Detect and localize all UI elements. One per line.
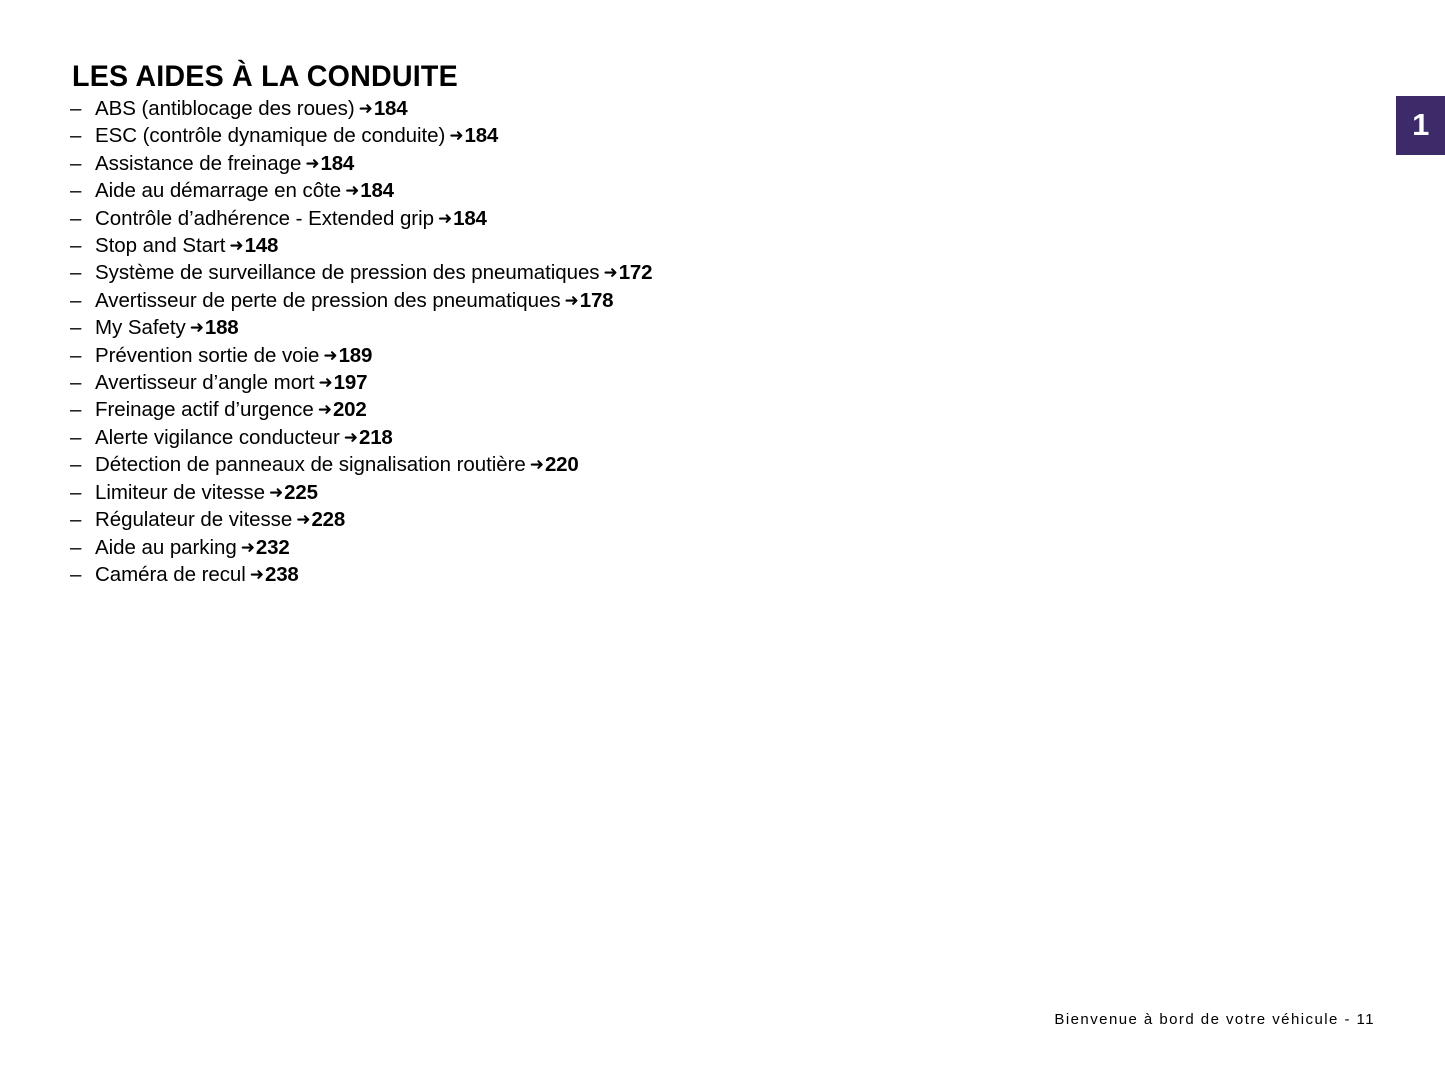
- list-item-page-reference[interactable]: 202: [332, 398, 367, 422]
- list-item-label: Avertisseur de perte de pression des pneumatiques: [95, 288, 561, 312]
- page-footer: Bienvenue à bord de votre véhicule - 11: [1054, 1011, 1375, 1028]
- list-item-bullet: –: [70, 97, 82, 120]
- driving-aids-list: [70, 96, 1320, 589]
- list-item-label: Stop and Start: [95, 234, 226, 258]
- list-item-page-reference[interactable]: 197: [333, 371, 368, 395]
- right-arrow-icon: ➜: [603, 263, 618, 284]
- list-item-label: ESC (contrôle dynamique de conduite): [95, 124, 446, 148]
- list-item[interactable]: [70, 288, 1320, 315]
- list-item-page-reference[interactable]: 238: [265, 562, 299, 586]
- list-item-page-reference[interactable]: 184: [453, 206, 487, 230]
- list-item-page-reference[interactable]: 184: [360, 179, 394, 203]
- list-item-page-reference[interactable]: 232: [255, 535, 290, 559]
- list-item-page-reference[interactable]: 172: [618, 261, 653, 285]
- right-arrow-icon: ➜: [296, 510, 311, 531]
- list-item-bullet: –: [70, 288, 82, 312]
- list-item-label: Régulateur de vitesse: [95, 508, 293, 532]
- right-arrow-icon: ➜: [317, 400, 332, 421]
- list-item[interactable]: [70, 507, 1320, 534]
- list-item-label: My Safety: [95, 316, 186, 340]
- list-item-bullet: –: [70, 151, 82, 175]
- list-item[interactable]: [70, 151, 1320, 178]
- list-item[interactable]: [70, 260, 1320, 287]
- list-item-page-reference[interactable]: 184: [373, 97, 408, 120]
- list-item[interactable]: [70, 123, 1320, 150]
- page-title: LES AIDES À LA CONDUITE: [72, 60, 458, 94]
- right-arrow-icon: ➜: [343, 427, 358, 448]
- list-item-label: Système de surveillance de pression des pneumatiques: [95, 261, 600, 285]
- right-arrow-icon: ➜: [240, 537, 255, 558]
- right-arrow-icon: ➜: [229, 236, 244, 257]
- list-item[interactable]: [70, 535, 1320, 562]
- right-arrow-icon: ➜: [323, 345, 338, 366]
- right-arrow-icon: ➜: [564, 290, 579, 311]
- list-item-label: ABS (antiblocage des roues): [95, 97, 355, 120]
- list-item-bullet: –: [70, 206, 82, 230]
- right-arrow-icon: ➜: [268, 482, 284, 503]
- list-item-bullet: –: [70, 343, 82, 367]
- list-item-label: Alerte vigilance conducteur: [95, 425, 340, 449]
- list-item[interactable]: [70, 452, 1320, 479]
- list-item-label: Limiteur de vitesse: [95, 480, 265, 504]
- list-item-bullet: –: [70, 179, 82, 203]
- chapter-tab-number: 1: [1412, 107, 1429, 142]
- right-arrow-icon: ➜: [305, 153, 320, 174]
- list-item[interactable]: [70, 480, 1320, 507]
- list-item[interactable]: [70, 178, 1320, 205]
- list-item-label: Aide au parking: [95, 535, 237, 559]
- list-item-bullet: –: [70, 562, 82, 586]
- right-arrow-icon: ➜: [318, 373, 333, 394]
- right-arrow-icon: ➜: [449, 126, 464, 147]
- list-item-bullet: –: [70, 425, 82, 449]
- list-item-bullet: –: [70, 316, 82, 340]
- list-item-label: Contrôle d’adhérence - Extended grip: [95, 206, 434, 230]
- list-item-label: Assistance de freinage: [95, 151, 302, 175]
- list-item-bullet: –: [70, 453, 82, 477]
- list-item-label: Caméra de recul: [95, 562, 246, 586]
- right-arrow-icon: ➜: [358, 99, 373, 119]
- list-item-page-reference[interactable]: 188: [204, 316, 239, 340]
- list-item[interactable]: [70, 343, 1320, 370]
- list-item-label: Avertisseur d’angle mort: [95, 371, 315, 395]
- list-item[interactable]: [70, 562, 1320, 589]
- right-arrow-icon: ➜: [529, 455, 544, 476]
- right-arrow-icon: ➜: [345, 181, 360, 202]
- list-item-page-reference[interactable]: 178: [579, 288, 614, 312]
- list-item[interactable]: [70, 233, 1320, 260]
- list-item-label: Prévention sortie de voie: [95, 343, 320, 367]
- list-item[interactable]: [70, 425, 1320, 452]
- list-item-bullet: –: [70, 371, 82, 395]
- list-item-page-reference[interactable]: 220: [544, 453, 579, 477]
- list-item-bullet: –: [70, 508, 82, 532]
- list-item-page-reference[interactable]: 189: [338, 343, 373, 367]
- list-item-bullet: –: [70, 124, 82, 148]
- right-arrow-icon: ➜: [437, 208, 453, 229]
- list-item-label: Détection de panneaux de signalisation routière: [95, 453, 526, 477]
- list-item-label: Aide au démarrage en côte: [95, 179, 342, 203]
- list-item[interactable]: [70, 370, 1320, 397]
- right-arrow-icon: ➜: [249, 564, 264, 585]
- list-item-page-reference[interactable]: 218: [359, 425, 393, 449]
- list-item-bullet: –: [70, 480, 82, 504]
- list-item-page-reference[interactable]: 225: [284, 480, 318, 504]
- list-item-page-reference[interactable]: 148: [244, 234, 279, 258]
- chapter-tab: [1396, 96, 1445, 155]
- list-item-bullet: –: [70, 234, 82, 258]
- list-item-page-reference[interactable]: 228: [311, 508, 346, 532]
- list-item-page-reference[interactable]: 184: [464, 124, 499, 148]
- list-item-bullet: –: [70, 535, 82, 559]
- right-arrow-icon: ➜: [189, 318, 204, 339]
- list-item-label: Freinage actif d’urgence: [95, 398, 314, 422]
- list-item-bullet: –: [70, 261, 82, 285]
- list-item-bullet: –: [70, 398, 82, 422]
- list-item[interactable]: [70, 96, 1320, 123]
- list-item[interactable]: [70, 397, 1320, 424]
- list-item-page-reference[interactable]: 184: [320, 151, 355, 175]
- list-item[interactable]: [70, 206, 1320, 233]
- list-item[interactable]: [70, 315, 1320, 342]
